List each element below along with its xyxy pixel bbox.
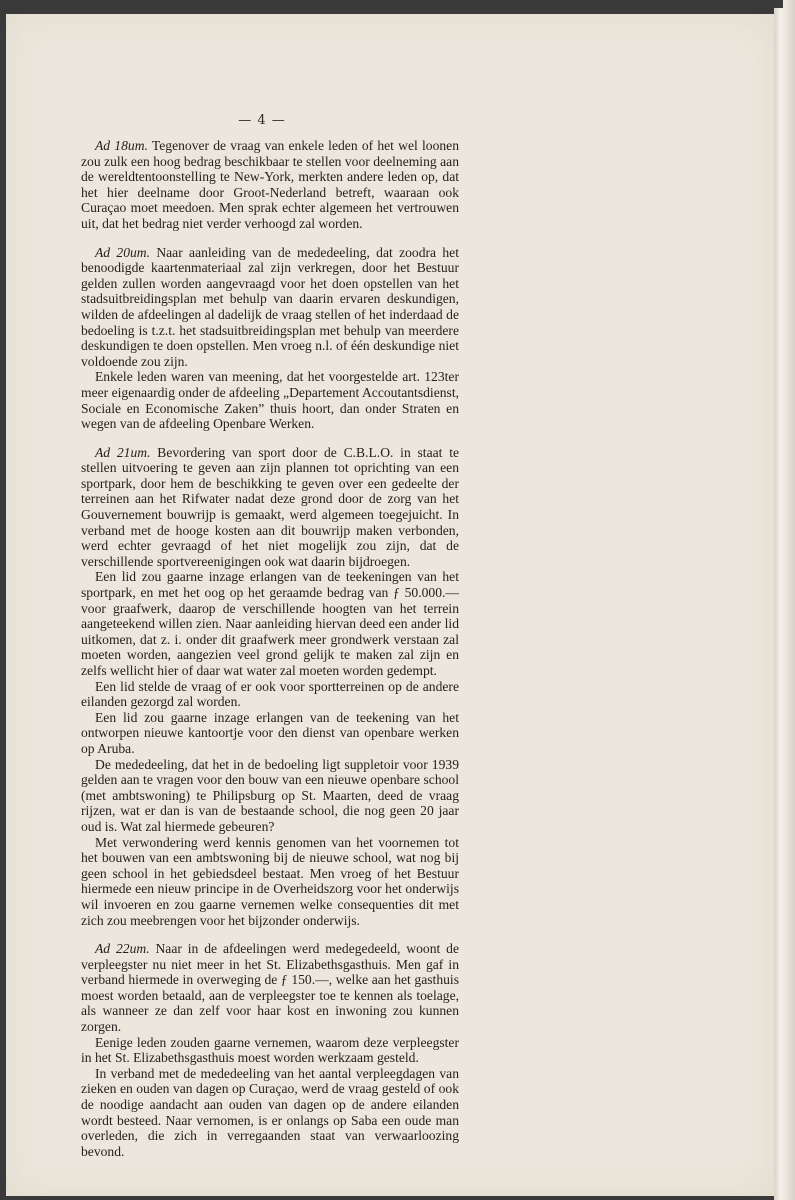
section-label: Ad 18um. — [95, 138, 148, 153]
binding-edge — [783, 0, 795, 1200]
paragraph: Een lid zou gaarne inzage erlangen van de teekeningen van het sportpark, en met het oog op het geraamde bedrag van ƒ 50.000.— voor graafwerk, daarop de verschillende hoogten van het terrein aangeteekend willen zien. Naar aanleiding hiervan deed een ander lid uitkomen, dat z. i. onder dit graafwerk meer grondwerk verstaan zal moeten worden, aangezien veel grond gelijk te maken zal zijn en zelfs wellicht hier of daar wat water zal moeten worden gedempt. — [81, 569, 459, 678]
paragraph: Eenige leden zouden gaarne vernemen, waarom deze verpleegster in het St. Elizabethsgasthuis moest worden werkzaam gesteld. — [81, 1034, 459, 1066]
paragraph-ad-22um: Ad 22um. Naar in de afdeelingen werd medegedeeld, woont de verpleegster nu niet meer in het St. Elizabethsgasthuis. Men gaf in verband hiermede in overweging de ƒ 150.—, welke aan het gasthuis moest worden betaald, aan de verpleegster toe te kennen als toelage, als wanneer ze dan zelf voor haar kost en inwoning zou kunnen zorgen. — [81, 941, 459, 1035]
paragraph: Enkele leden waren van meening, dat het voorgestelde art. 123ter meer eigenaardig onder de afdeeling „Departement Accoutantsdienst, Sociale en Economische Zaken” thuis hoort, dan onder Straten en wegen van de afdeeling Openbare Werken. — [81, 369, 459, 432]
body-text — [81, 138, 459, 1159]
paragraph-ad-20um: Ad 20um. Naar aanleiding van de mededeeling, dat zoodra het benoodigde kaartenmateriaal zal zijn verkregen, door het Bestuur gelden zullen worden aangevraagd voor het doen opstellen van het stadsuitbreidingsplan met behulp van daarin ervaren deskundigen, wilden de afdeelingen al dadelijk de vraag stellen of het inderdaad de bedoeling is t.z.t. het stadsuitbreidingsplan met behulp van meerdere deskundigen te doen opstellen. Men vroeg n.l. of één deskundige niet voldoende zou zijn. — [81, 244, 459, 369]
paragraph: Met verwondering werd kennis genomen van het voornemen tot het bouwen van een ambtswoning bij de nieuwe school, wat nog bij geen school in het gebiedsdeel bestaat. Men vroeg of het Bestuur hiermede een nieuw principe in de Overheidszorg voor het onderwijs wil invoeren en zou gaarne vernemen welke consequenties dit met zich zou meebrengen voor het bijzonder onderwijs. — [81, 834, 459, 928]
section-label: Ad 22um. — [95, 941, 150, 957]
paragraph-ad-21um: Ad 21um. Bevordering van sport door de C.B.L.O. in staat te stellen uitvoering te geven aan zijn plannen tot oprichting van een sportpark, door hem de beschikking te geven over een gedeelte der terreinen aan het Rifwater nadat deze grond door de zorg van het Gouvernement bouwrijp is gemaakt, werd algemeen toegejuicht. In verband met de hooge kosten aan dit bouwrijp maken verbonden, werd echter gevraagd of het niet mogelijk zou zijn, dat de verschillende sportvereenigingen ook wat daarin bijdroegen. — [81, 444, 460, 569]
section-label: Ad 20um. — [95, 244, 151, 260]
paragraph: Een lid zou gaarne inzage erlangen van de teekening van het ontworpen nieuwe kantoortje voor den dienst van openbare werken op Aruba. — [81, 709, 459, 756]
paragraph-ad-18um: Ad 18um. Tegenover de vraag van enkele leden of het wel loonen zou zulk een hoog bedrag beschikbaar te stellen voor deelneming aan de wereldtentoonstelling te New-York, merkten andere leden op, dat het hier deelname door Groot-Nederland betreft, waaraan ook Curaçao moet meedoen. Men sprak echter algemeen het vertrouwen uit, dat het bedrag niet verder verhoogd zal worden. — [81, 138, 459, 231]
paragraph: De mededeeling, dat het in de bedoeling ligt suppletoir voor 1939 gelden aan te vragen voor den bouw van een nieuwe openbare school (met ambtswoning) te Philipsburg op St. Maarten, deed de vraag rijzen, wat er dan is van de bestaande school, die nog geen 20 jaar oud is. Wat zal hiermede gebeuren? — [81, 756, 459, 834]
section-label: Ad 21um. — [95, 444, 151, 460]
paragraph: In verband met de mededeeling van het aantal verpleegdagen van zieken en ouden van dagen op Curaçao, werd de vraag gesteld of ook de noodige aandacht aan ouden van dagen op de andere eilanden wordt besteed. Naar vernomen, is er onlangs op Saba een oude man overleden, die zich in verregaanden staat van verwaarloozing bevond. — [81, 1065, 459, 1159]
page-number: — 4 — — [238, 113, 286, 128]
paragraph: Een lid stelde de vraag of er ook voor sportterreinen op de andere eilanden gezorgd zal worden. — [81, 678, 459, 710]
document-page — [6, 14, 774, 1196]
